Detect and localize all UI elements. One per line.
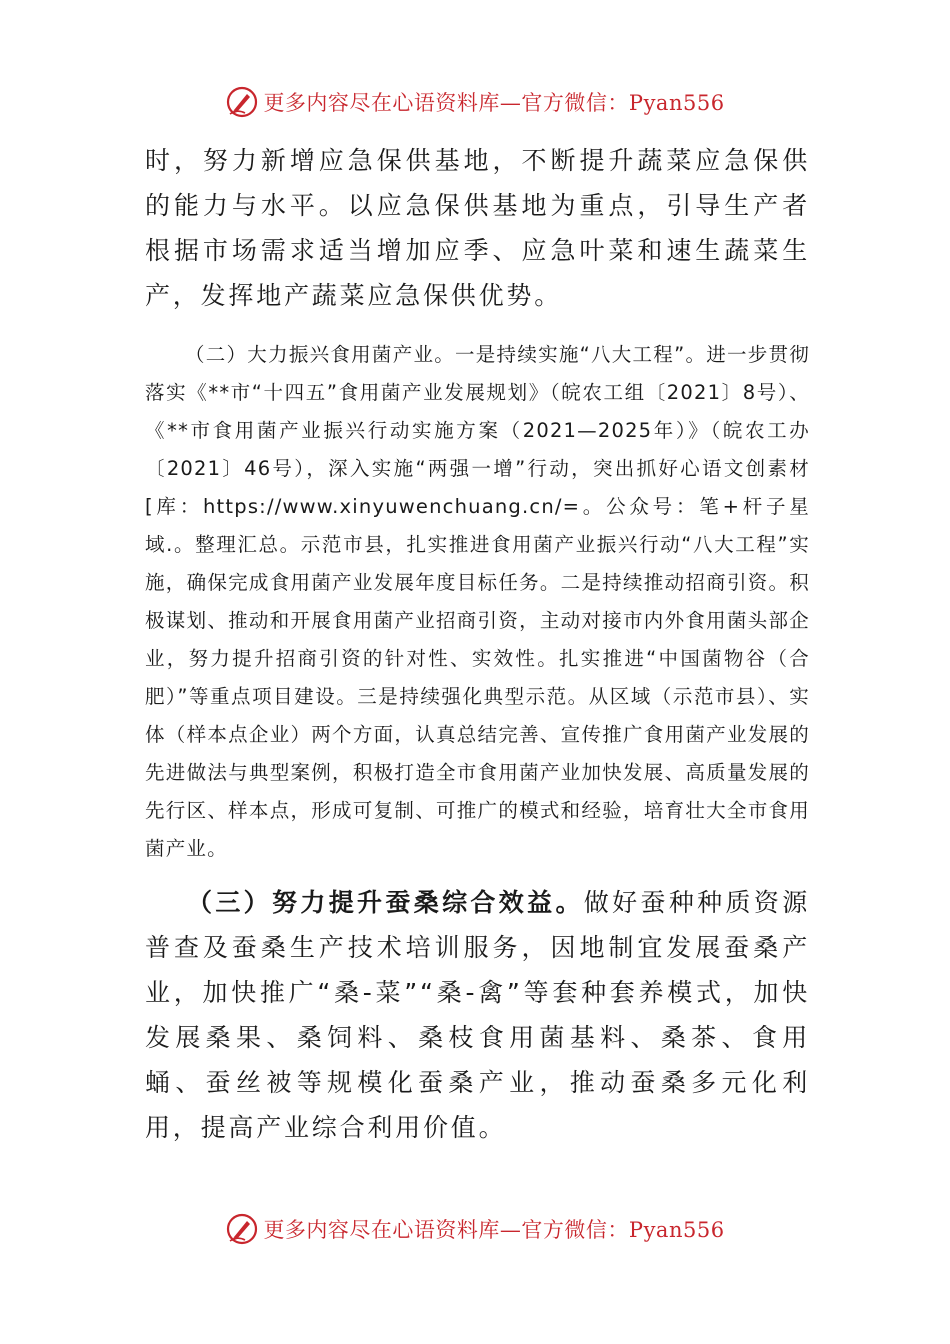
pen-logo-icon bbox=[225, 1212, 259, 1246]
paragraph-mushroom-industry: （二）大力振兴食用菌产业。一是持续实施“八大工程”。进一步贯彻落实《**市“十四五”食用菌产业发展规划》（皖农工组〔2021〕8号）、《**市食用菌产业振兴行动实施方案（2021—2025年）》（皖农工办〔2021〕46号），深入实施“两强一增”行动，突出抓好心语文创素材[库：https://www.xinyuwenchuang.cn/=。公众号：笔+杆子星域.。整理汇总。示范市县，扎实推进食用菌产业振兴行动“八大工程”实施，确保完成食用菌产业发展年度目标任务。二是持续推动招商引资。积极谋划、推动和开展食用菌产业招商引资，主动对接市内外食用菌头部企业，努力提升招商引资的针对性、实效性。扎实推进“中国菌物谷（合肥）”等重点项目建设。三是持续强化典型示范。从区域（示范市县）、实体（样本点企业）两个方面，认真总结完善、宣传推广食用菌产业发展的先进做法与典型案例，积极打造全市食用菌产业加快发展、高质量发展的先行区、样本点，形成可复制、可推广的模式和经验，培育壮大全市食用菌产业。 bbox=[145, 343, 810, 860]
pen-logo-icon bbox=[225, 85, 259, 119]
banner-text: 更多内容尽在心语资料库—官方微信：Pyan556 bbox=[263, 1218, 725, 1242]
paragraph-sericulture bbox=[145, 880, 810, 1150]
header-banner bbox=[0, 82, 950, 122]
section-heading: （三）努力提升蚕桑综合效益。 bbox=[187, 888, 584, 917]
document-body bbox=[145, 138, 810, 1150]
paragraph-vegetables: 时，努力新增应急保供基地，不断提升蔬菜应急保供的能力与水平。以应急保供基地为重点，引导生产者根据市场需求适当增加应季、应急叶菜和速生蔬菜生产，发挥地产蔬菜应急保供优势。 bbox=[145, 146, 810, 310]
footer-banner bbox=[0, 1209, 950, 1249]
section-body: 做好蚕种种质资源普查及蚕桑生产技术培训服务，因地制宜发展蚕桑产业，加快推广“桑-菜”“桑-禽”等套种套养模式，加快发展桑果、桑饲料、桑枝食用菌基料、桑茶、食用蛹、蚕丝被等规模化蚕桑产业，推动蚕桑多元化利用，提高产业综合利用价值。 bbox=[145, 888, 810, 1142]
banner-text: 更多内容尽在心语资料库—官方微信：Pyan556 bbox=[263, 91, 725, 115]
